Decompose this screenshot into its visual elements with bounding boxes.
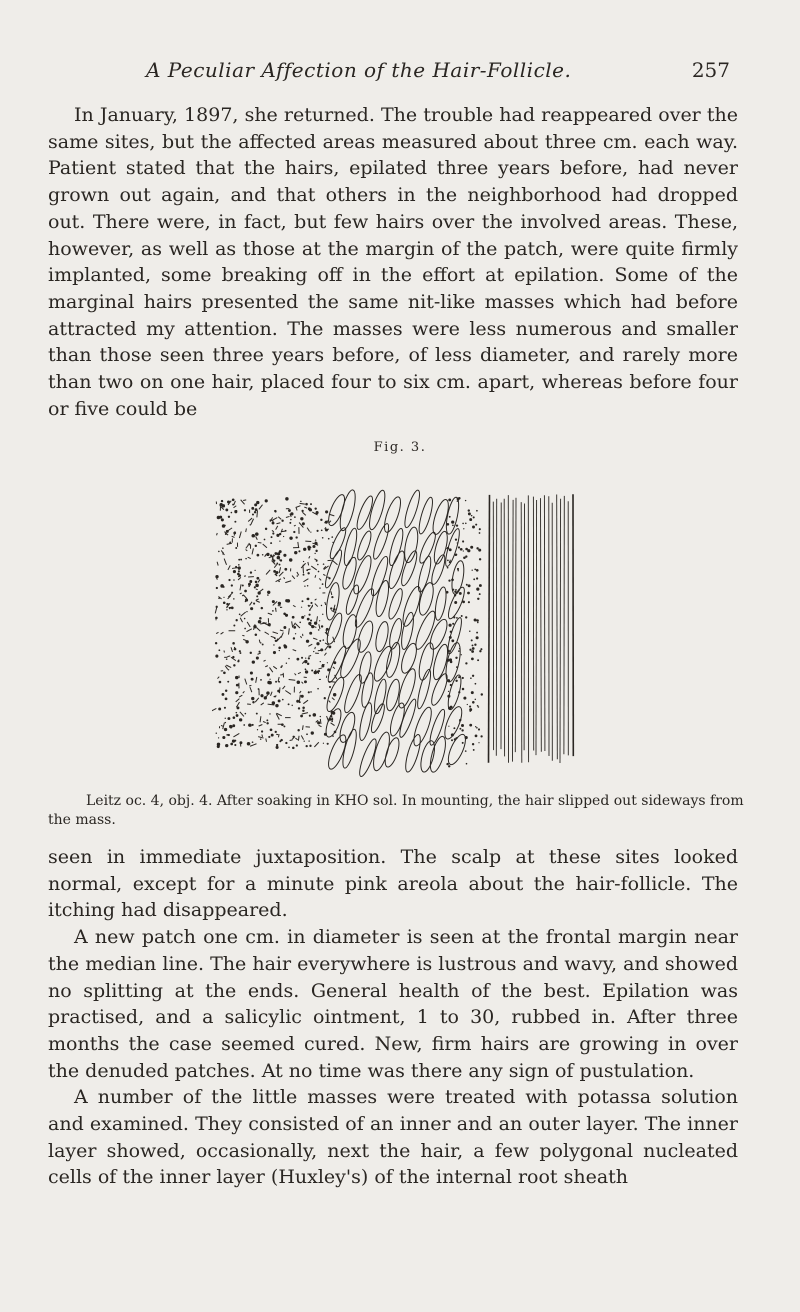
engraving-strokes [212,489,573,778]
body-text-top [48,102,738,422]
paragraph-2: seen in immediate juxtaposition. The scalp at these sites looked normal, except for a minute pink areola about the hair-follicle. The itching had disappeared. [48,846,738,922]
body-text-bottom [48,844,738,1191]
page-number: 257 [691,58,730,82]
microscope-figure [212,478,592,778]
paragraph-3: A new patch one cm. in diameter is seen at the frontal margin near the median line. The hair everywhere is lustrous and wavy, and showed no splitting at the ends. General health of the best. Epilation was practised, and a salicylic ointment, 1 to 30, rubbed in. After three months the case seemed cured. New, firm hairs are growing in over the denuded patches. At no time was there any sign of pustulation. [48,926,738,1082]
running-title: A Peculiar Affection of the Hair-Follicle. [146,58,572,82]
caption-text: Leitz oc. 4, obj. 4. After soaking in KHO sol. In mounting, the hair slipped out sideways from the mass. [48,793,744,828]
figure-caption [48,792,748,830]
paragraph-1: In January, 1897, she returned. The trouble had reappeared over the same sites, but the affected areas measured about three cm. each way. Patient stated that the hairs, epilated three years before, had never grown out again, and that others in the neighborhood had dropped out. There were, in fact, but few hairs over the involved areas. These, however, as well as those at the margin of the patch, were quite firmly implanted, some breaking off in the effort at epilation. Some of the marginal hairs presented the same nit-like masses which had before attracted my attention. The masses were less numerous and smaller than those seen three years before, of less diameter, and rarely more than two on one hair, placed four to six cm. apart, whereas before four or five could be [48,104,738,420]
paragraph-4: A number of the little masses were treated with potassa solution and examined. They consisted of an inner and an outer layer. The inner layer showed, occasionally, next the hair, a few polygonal nucleated cells of the inner layer (Huxley's) of the internal root sheath [48,1086,738,1189]
figure-label: Fig. 3. [373,440,427,455]
running-head [48,58,738,86]
